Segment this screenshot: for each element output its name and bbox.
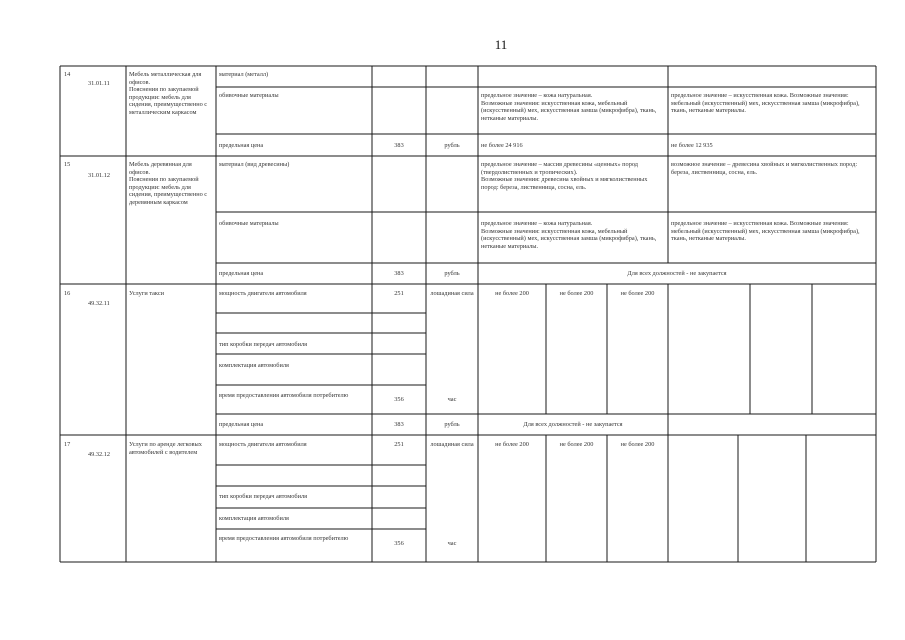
okei-code: 251 bbox=[394, 441, 404, 448]
characteristic-label: тип коробки передач автомобиля bbox=[219, 493, 308, 500]
characteristic-label: предельная цена bbox=[219, 270, 264, 277]
value-other: предельное значение – искусственная кожа. Возможные значения: мебельный (искусственный) мех, искусственная замша (микрофибра), ткань, нетканые материалы. bbox=[671, 92, 860, 115]
value-cell: не более 200 bbox=[620, 441, 655, 448]
value-senior: предельное значение – кожа натуральная. Возможные значения: искусственная кожа, мебельный (искусственный) мех, искусственная замша (микрофибра), ткань, нетканые материалы. bbox=[481, 220, 657, 250]
not-purchased-note: Для всех должностей - не закупается bbox=[523, 421, 623, 428]
characteristic-label: комплектация автомобиля bbox=[219, 362, 289, 369]
unit: лошадиная сила bbox=[430, 441, 474, 448]
value-cell: не более 200 bbox=[620, 290, 655, 297]
unit: час bbox=[447, 540, 457, 547]
unit: рубль bbox=[444, 270, 460, 277]
product-name: Услуги такси bbox=[129, 290, 165, 297]
unit: час bbox=[447, 396, 457, 403]
characteristic-label: материал (вид древесины) bbox=[219, 161, 290, 168]
characteristic-label: время предоставления автомобиля потребителю bbox=[219, 392, 349, 399]
okei-code: 356 bbox=[394, 540, 404, 547]
value-senior: не более 24 916 bbox=[481, 142, 523, 149]
okpd-code: 49.32.11 bbox=[88, 300, 110, 307]
characteristic-label: обивочные материалы bbox=[219, 92, 279, 99]
row-number: 16 bbox=[64, 290, 71, 297]
characteristic-label: тип коробки передач автомобиля bbox=[219, 341, 308, 348]
okpd-code: 31.01.12 bbox=[88, 172, 111, 179]
product-name: Услуги по аренде легковых автомобилей с водителем bbox=[129, 441, 202, 456]
value-cell: не более 200 bbox=[495, 290, 529, 297]
okpd-code: 31.01.11 bbox=[88, 80, 110, 87]
okei-code: 356 bbox=[394, 396, 404, 403]
row-number: 14 bbox=[64, 71, 71, 78]
product-name: Мебель деревянная для офисов. Пояснения по закупаемой продукции: мебель для сидения, преимущественно с деревянным каркасом bbox=[129, 161, 208, 206]
characteristic-label: комплектация автомобиля bbox=[219, 515, 289, 522]
page-number: 11 bbox=[494, 37, 508, 52]
value-senior: предельное значение – массив древесины «ценных» пород (твердолиственных и тропических). Возможные значения: древесина хвойных и мягколиственных пород: береза, лиственница, сосна, ель. bbox=[481, 161, 648, 191]
okei-code: 383 bbox=[394, 270, 404, 277]
unit: рубль bbox=[444, 142, 460, 149]
characteristic-label: предельная цена bbox=[219, 142, 264, 149]
value-other: предельное значение – искусственная кожа. Возможные значения: мебельный (искусственный) мех, искусственная замша (микрофибра), ткань, нетканые материалы. bbox=[671, 220, 860, 243]
value-senior: предельное значение – кожа натуральная. Возможные значения: искусственная кожа, мебельный (искусственный) мех, искусственная замша (микрофибра), ткань, нетканые материалы. bbox=[481, 92, 657, 122]
characteristic-label: мощность двигателя автомобиля bbox=[219, 290, 307, 297]
okei-code: 383 bbox=[394, 142, 404, 149]
product-name: Мебель металлическая для офисов. Пояснения по закупаемой продукции: мебель для сидения, преимущественно с металлическим каркасом bbox=[129, 71, 208, 116]
row-number: 17 bbox=[64, 441, 71, 448]
value-cell: не более 200 bbox=[559, 441, 594, 448]
characteristic-label: предельная цена bbox=[219, 421, 264, 428]
unit: лошадиная сила bbox=[430, 290, 474, 297]
okei-code: 383 bbox=[394, 421, 404, 428]
value-cell: не более 200 bbox=[559, 290, 594, 297]
row-number: 15 bbox=[64, 161, 71, 168]
characteristic-label: материал (металл) bbox=[219, 71, 269, 78]
value-other: возможное значение – древесина хвойных и мягколиственных пород: береза, лиственница, сосна, ель. bbox=[671, 161, 858, 176]
not-purchased-note: Для всех должностей - не закупается bbox=[627, 270, 727, 277]
characteristic-label: обивочные материалы bbox=[219, 220, 279, 227]
characteristic-label: мощность двигателя автомобиля bbox=[219, 441, 307, 448]
okei-code: 251 bbox=[394, 290, 404, 297]
value-other: не более 12 935 bbox=[671, 142, 713, 149]
characteristic-label: время предоставления автомобиля потребителю bbox=[219, 535, 349, 542]
okpd-code: 49.32.12 bbox=[88, 451, 111, 458]
unit: рубль bbox=[444, 421, 460, 428]
value-cell: не более 200 bbox=[495, 441, 529, 448]
